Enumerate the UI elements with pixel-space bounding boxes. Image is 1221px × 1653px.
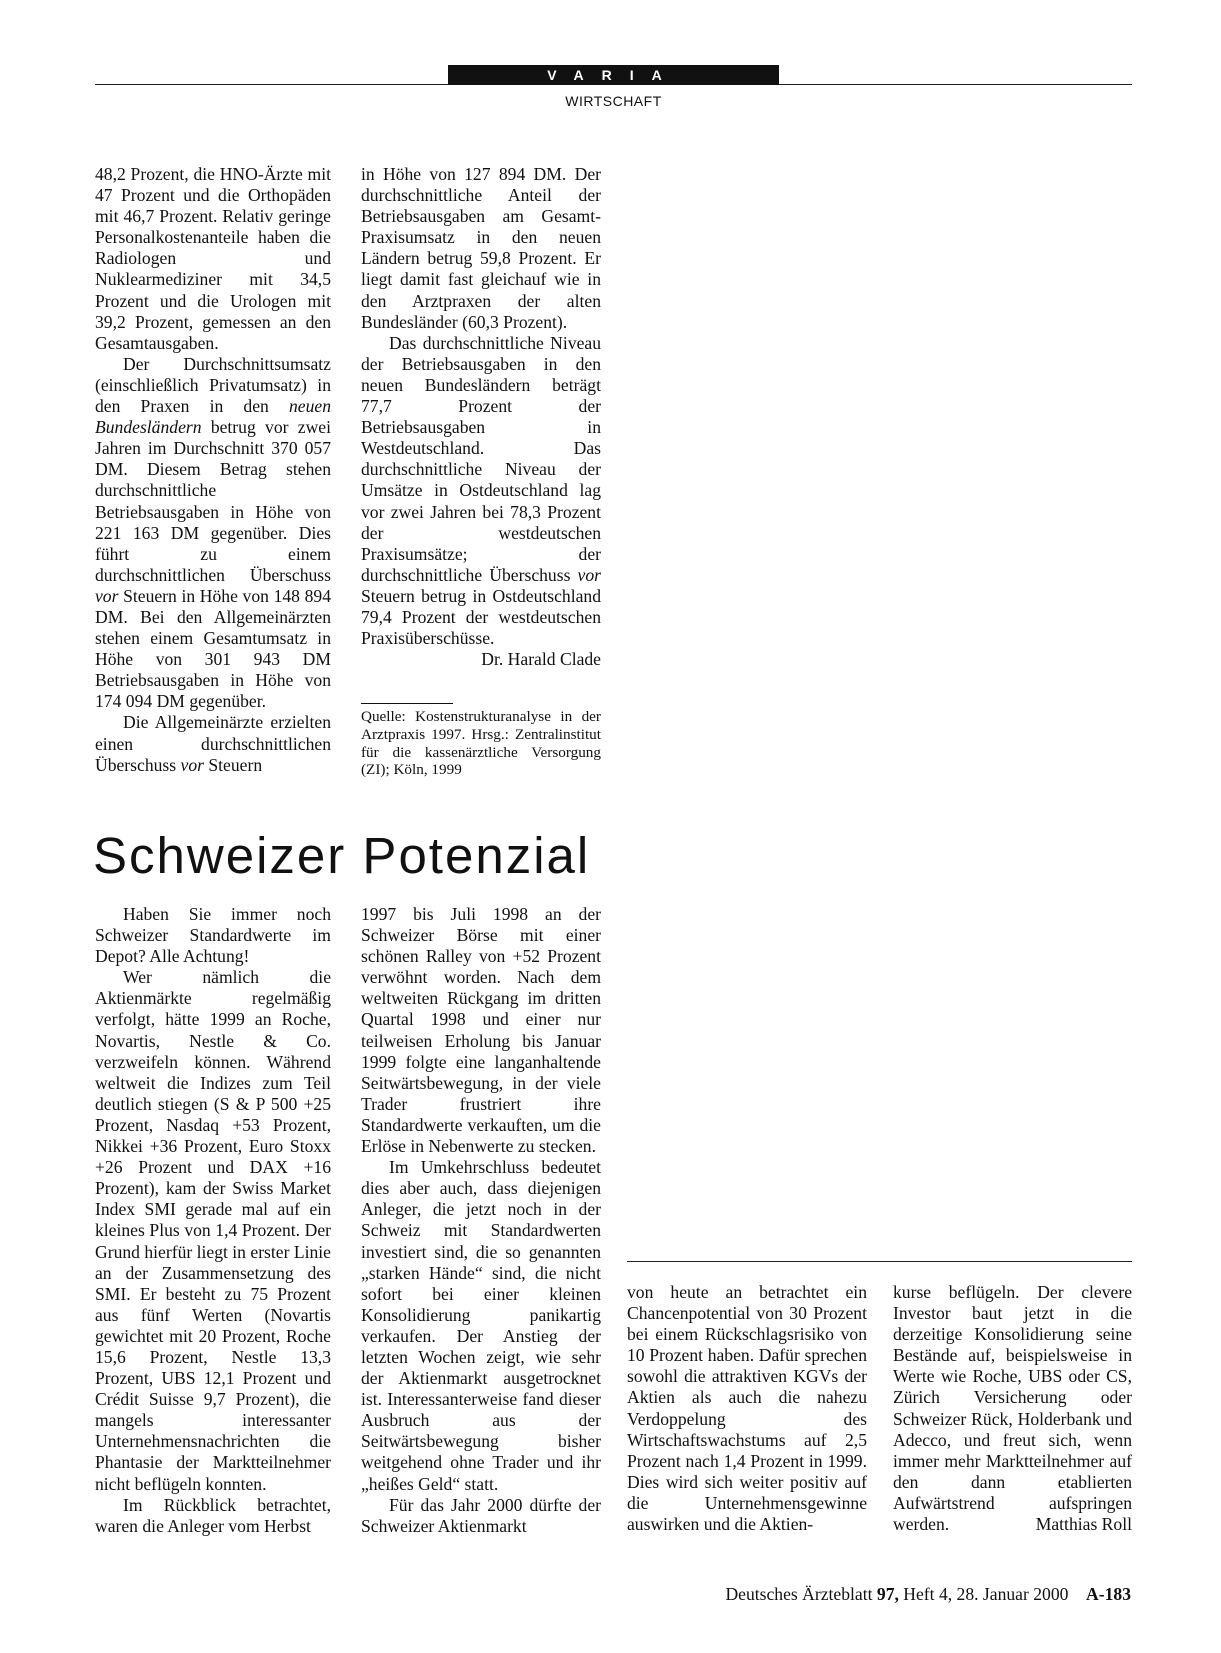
paragraph: Für das Jahr 2000 dürfte der Schweizer Aktienmarkt <box>361 1494 601 1536</box>
section-banner: VARIA <box>448 65 779 85</box>
paragraph: Im Umkehrschluss bedeutet dies aber auch, dass diejenigen Anleger, die jetzt noch in der Schweiz mit Standardwerten investiert sind, die so genannten „starken Hände“ sind, die nicht sofort bei einer kleinen Konsolidierung panikartig verkaufen. Der Anstieg der letzten Wochen zeigt, wie sehr der Aktienmarkt ausgetrocknet ist. Interessanterweise fand dieser Ausbruch aus der Seitwärtsbewegung bisher weitgehend ohne Trader und ihr „heißes Geld“ statt. <box>361 1157 601 1494</box>
article2-column-3 <box>627 1282 867 1535</box>
paragraph: Wer nämlich die Aktienmärkte regelmäßig verfolgt, hätte 1999 an Roche, Novartis, Nestle & Co. verzweifeln können. Während weltweit die Indizes zum Teil deutlich stiegen (S & P 500 +25 Prozent, Nasdaq +53 Prozent, Nikkei +36 Prozent, Euro Stoxx +26 Prozent und DAX +16 Prozent), kam der Swiss Market Index SMI gerade mal auf ein kleines Plus von 1,4 Prozent. Der Grund hierfür liegt in erster Linie an der Zusammensetzung des SMI. Er besteht zu 75 Prozent aus fünf Werten (Novartis gewichtet mit 20 Prozent, Roche 15,6 Prozent, Nestle 13,3 Prozent, UBS 12,1 Prozent und Crédit Suisse 9,7 Prozent), die mangels interessanter Unternehmensnachrichten die Phantasie der Marktteilnehmer nicht beflügeln konnten. <box>95 967 331 1494</box>
page-footer <box>725 1584 1131 1605</box>
journal-volume: 97, <box>876 1584 899 1604</box>
source-footnote: Quelle: Kostenstrukturanalyse in der Arztpraxis 1997. Hrsg.: Zentralinstitut für die kassenärztliche Versorgung (ZI); Köln, 1999 <box>361 708 601 779</box>
article1-column-2 <box>361 164 601 670</box>
paragraph: Haben Sie immer noch Schweizer Standardwerte im Depot? Alle Achtung! <box>95 904 331 967</box>
article2-column-4 <box>893 1282 1132 1535</box>
column-rule <box>627 1261 1132 1262</box>
paragraph: Im Rückblick betrachtet, waren die Anleger vom Herbst <box>95 1494 331 1536</box>
paragraph: 48,2 Prozent, die HNO-Ärzte mit 47 Prozent und die Orthopäden mit 46,7 Prozent. Relativ geringe Personalkostenanteile haben die Radiologen und Nuklearmediziner mit 34,5 Prozent und die Urologen mit 39,2 Prozent, gemessen an den Gesamtausgaben. <box>95 164 331 353</box>
journal-issue: Heft 4, 28. Januar 2000 <box>898 1584 1069 1604</box>
article2-column-1 <box>95 904 331 1537</box>
paragraph: Das durchschnittliche Niveau der Betriebsausgaben in den neuen Bundesländern beträgt 77,7 Prozent der Betriebsausgaben in Westdeutschland. Das durchschnittliche Niveau der Umsätze in Ostdeutschland lag vor zwei Jahren bei 78,3 Prozent der westdeutschen Praxisumsätze; der durchschnittliche Überschuss vor Steuern betrug in Ostdeutschland 79,4 Prozent der westdeutschen Praxisüberschüsse. Dr. Harald Clade <box>361 332 601 670</box>
page-number: A-183 <box>1086 1584 1131 1604</box>
author: Matthias Roll <box>1035 1514 1132 1535</box>
paragraph: 1997 bis Juli 1998 an der Schweizer Börse mit einer schönen Ralley von +52 Prozent verwöhnt worden. Nach dem weltweiten Rückgang im dritten Quartal 1998 und einer nur teilweisen Erholung bis Januar 1999 folgte eine langanhaltende Seitwärtsbewegung, in der viele Trader frustriert ihre Standardwerte verkauften, um die Erlöse in Nebenwerte zu stecken. <box>361 904 601 1157</box>
paragraph: von heute an betrachtet ein Chancenpotential von 30 Prozent bei einem Rückschlagsrisiko von 10 Prozent haben. Dafür sprechen sowohl die attraktiven KGVs der Aktien als auch die nahezu Verdoppelung des Wirtschaftswachstums auf 2,5 Prozent nach 1,4 Prozent in 1999. Dies wird sich weiter positiv auf die Unternehmensgewinne auswirken und die Aktien- <box>627 1282 867 1535</box>
paragraph: kurse beflügeln. Der clevere Investor baut jetzt in die derzeitige Konsolidierung seine Bestände auf, beispielsweise in Werte wie Roche, UBS oder CS, Zürich Versicherung oder Schweizer Rück, Holderbank und Adecco, und freut sich, wenn immer mehr Marktteilnehmer auf den dann etablierten Aufwärtstrend aufspringen werden. Matthias Roll <box>893 1282 1132 1535</box>
paragraph: in Höhe von 127 894 DM. Der durchschnittliche Anteil der Betriebsausgaben am Gesamt-Praxisumsatz in den neuen Ländern betrug 59,8 Prozent. Er liegt damit fast gleichauf wie in den Arztpraxen der alten Bundesländer (60,3 Prozent). <box>361 164 601 332</box>
author: Dr. Harald Clade <box>481 649 601 670</box>
paragraph: Der Durchschnittsumsatz (einschließlich Privatumsatz) in den Praxen in den neuen Bundesländern betrug vor zwei Jahren im Durchschnitt 370 057 DM. Diesem Betrag stehen durchschnittliche Betriebsausgaben in Höhe von 221 163 DM gegenüber. Dies führt zu einem durchschnittlichen Überschuss vor Steuern in Höhe von 148 894 DM. Bei den Allgemeinärzten stehen einem Gesamtumsatz in Höhe von 301 943 DM Betriebsausgaben in Höhe von 174 094 DM gegenüber. <box>95 353 331 712</box>
paragraph: Die Allgemeinärzte erzielten einen durchschnittlichen Überschuss vor Steuern <box>95 712 331 775</box>
footnote-rule <box>361 703 453 704</box>
article2-column-2 <box>361 904 601 1537</box>
section-label: WIRTSCHAFT <box>565 93 662 109</box>
journal-name: Deutsches Ärzteblatt <box>725 1584 877 1604</box>
article-headline: Schweizer Potenzial <box>93 827 591 884</box>
article1-column-1 <box>95 164 331 776</box>
